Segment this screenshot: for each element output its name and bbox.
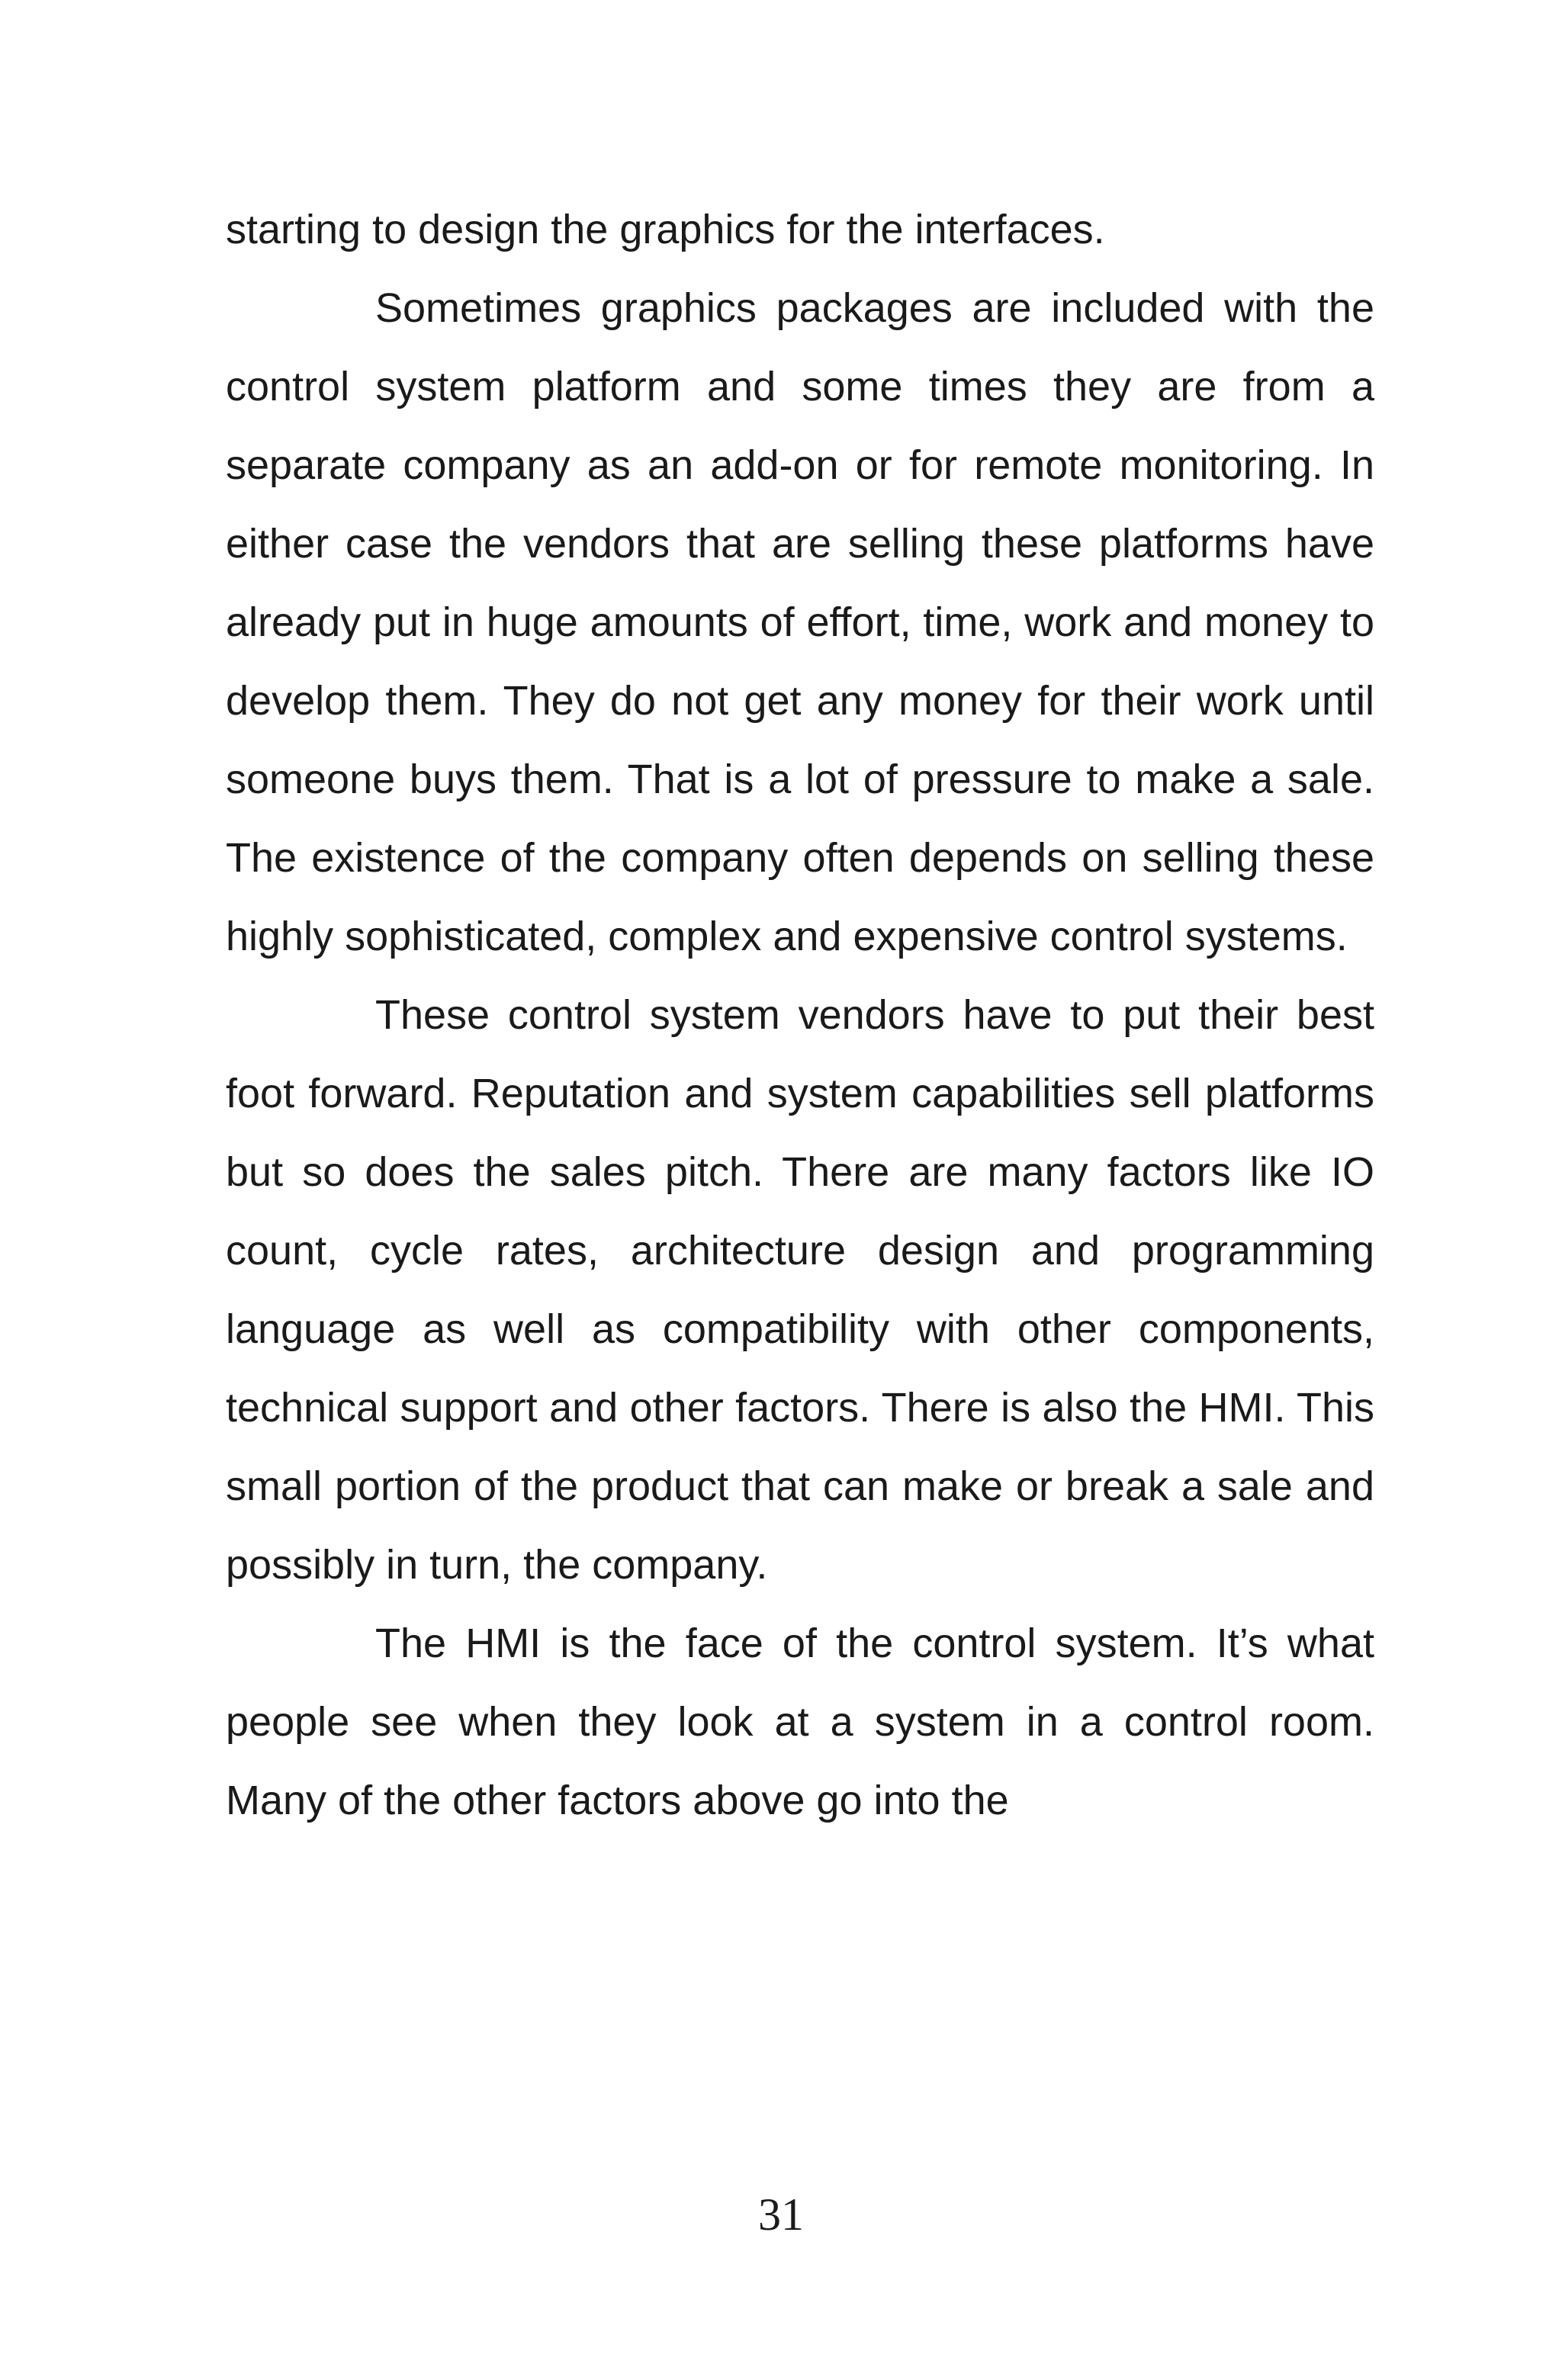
page-number: 31 [758, 2189, 804, 2240]
paragraph-continuation: starting to design the graphics for the interfaces. [226, 207, 1105, 252]
paragraph-vendors: These control system vendors have to put their best foot forward. Reputation and system capabilities sell platforms but so does the sales pitch. There are many factors like IO count, cycle rates, architecture design and programming language as well as compatibility with other components, technical support and other factors. There is also the HMI. This small portion of the product that can make or break a sale and possibly in turn, the company. [226, 992, 1374, 1588]
paragraph-graphics-packages: Sometimes graphics packages are included with the control system platform and some times they are from a separate company as an add-on or for remote monitoring. In either case the vendors that are selling these platforms have already put in huge amounts of effort, time, work and money to develop them. They do not get any money for their work until someone buys them. That is a lot of pressure to make a sale. The existence of the company often depends on selling these highly sophisticated, complex and expensive control systems. [226, 285, 1374, 959]
body-text [226, 191, 1374, 1840]
paragraph-hmi-face: The HMI is the face of the control system. It’s what people see when they look at a system in a control room. Many of the other factors above go into the [226, 1620, 1374, 1823]
